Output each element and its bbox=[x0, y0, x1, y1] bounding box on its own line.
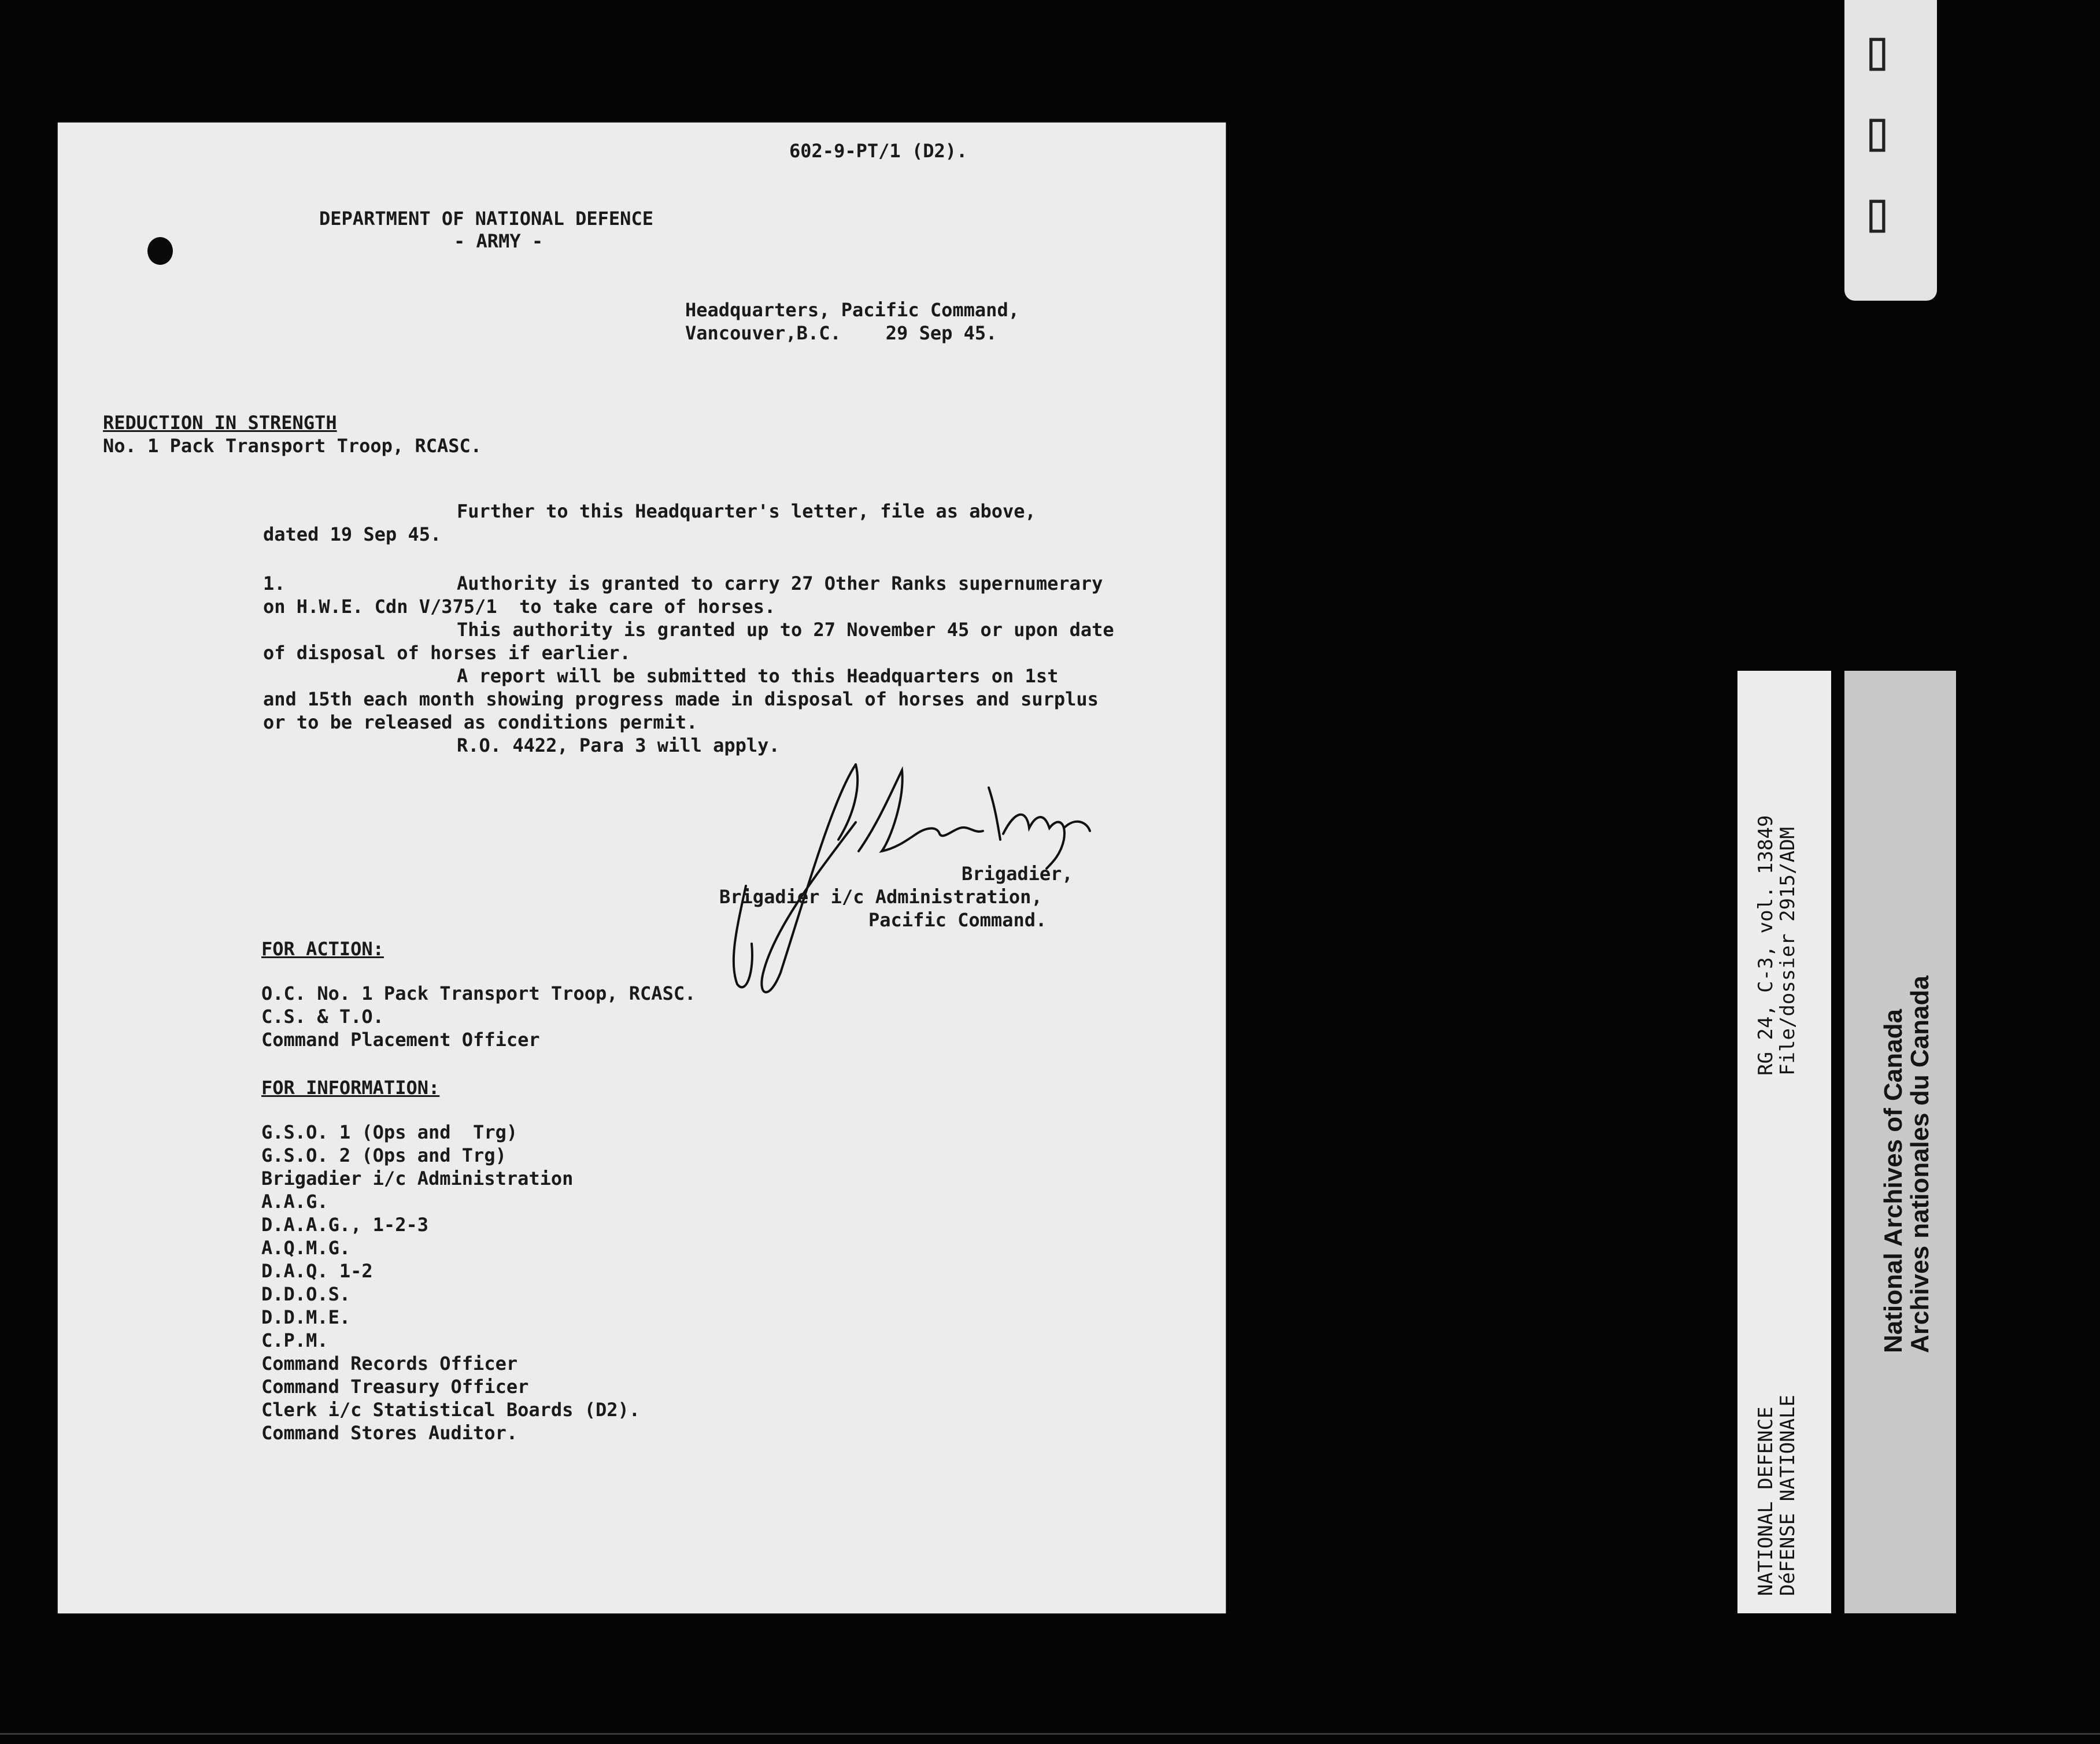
archive-ref-line2: File/dossier 2915/ADM bbox=[1776, 827, 1799, 1076]
film-frame-marker bbox=[1844, 0, 1937, 301]
info-recipient: A.Q.M.G. bbox=[261, 1237, 351, 1259]
document-page bbox=[58, 123, 1226, 1613]
frame-mark-icon: ▯ bbox=[1861, 98, 1894, 163]
hq-address-line1: Headquarters, Pacific Command, bbox=[685, 299, 1019, 321]
body-line: on H.W.E. Cdn V/375/1 to take care of horses. bbox=[263, 596, 776, 618]
signatory-title: Brigadier i/c Administration, bbox=[719, 886, 1042, 908]
paragraph-number: 1. bbox=[263, 572, 286, 594]
archives-name-en: National Archives of Canada bbox=[1879, 1009, 1907, 1353]
info-recipient: A.A.G. bbox=[261, 1191, 328, 1213]
info-recipient: D.A.A.G., 1-2-3 bbox=[261, 1214, 428, 1236]
info-recipient: Clerk i/c Statistical Boards (D2). bbox=[261, 1399, 641, 1421]
body-line: and 15th each month showing progress made in disposal of horses and surplus bbox=[263, 688, 1099, 710]
subject-heading: REDUCTION IN STRENGTH bbox=[103, 412, 337, 434]
body-line: This authority is granted up to 27 November 45 or upon date bbox=[457, 619, 1114, 641]
archive-reference-strip bbox=[1737, 671, 1831, 1613]
punch-hole bbox=[147, 237, 173, 265]
body-line: dated 19 Sep 45. bbox=[263, 523, 442, 545]
info-recipient: D.A.Q. 1-2 bbox=[261, 1260, 373, 1282]
hq-address-line2: Vancouver,B.C. 29 Sep 45. bbox=[685, 322, 997, 344]
archives-label bbox=[1880, 976, 1933, 1353]
action-recipient: O.C. No. 1 Pack Transport Troop, RCASC. bbox=[261, 982, 696, 1004]
info-recipient: Command Treasury Officer bbox=[261, 1376, 529, 1398]
signatory-command: Pacific Command. bbox=[868, 909, 1047, 931]
film-edge-line bbox=[0, 1733, 2100, 1735]
file-reference: 602-9-PT/1 (D2). bbox=[789, 140, 968, 162]
info-recipient: D.D.M.E. bbox=[261, 1306, 351, 1328]
info-recipient: D.D.O.S. bbox=[261, 1283, 351, 1305]
body-line: A report will be submitted to this Headquarters on 1st bbox=[457, 665, 1059, 687]
archive-ref-line1: RG 24, C-3, vol. 13849 bbox=[1754, 815, 1777, 1076]
department-fr: DéFENSE NATIONALE bbox=[1776, 1395, 1799, 1596]
signatory-rank: Brigadier, bbox=[962, 863, 1073, 885]
for-information-heading: FOR INFORMATION: bbox=[261, 1077, 440, 1099]
body-line: Further to this Headquarter's letter, file as above, bbox=[457, 500, 1036, 522]
department-en: NATIONAL DEFENCE bbox=[1754, 1406, 1777, 1596]
body-line: or to be released as conditions permit. bbox=[263, 711, 698, 733]
info-recipient: C.P.M. bbox=[261, 1329, 328, 1351]
info-recipient: Command Stores Auditor. bbox=[261, 1422, 518, 1444]
department-heading: DEPARTMENT OF NATIONAL DEFENCE bbox=[319, 208, 653, 230]
action-recipient: C.S. & T.O. bbox=[261, 1006, 384, 1028]
action-recipient: Command Placement Officer bbox=[261, 1029, 540, 1051]
archive-reference-text bbox=[1755, 815, 1799, 1076]
for-action-heading: FOR ACTION: bbox=[261, 938, 384, 960]
subject-unit: No. 1 Pack Transport Troop, RCASC. bbox=[103, 435, 482, 457]
archives-canada-strip bbox=[1844, 671, 1956, 1613]
body-line: of disposal of horses if earlier. bbox=[263, 642, 631, 664]
body-line: R.O. 4422, Para 3 will apply. bbox=[457, 734, 780, 756]
info-recipient: G.S.O. 1 (Ops and Trg) bbox=[261, 1121, 518, 1143]
department-stamp-text bbox=[1755, 1395, 1799, 1596]
info-recipient: Brigadier i/c Administration bbox=[261, 1167, 574, 1189]
archives-name-fr: Archives nationales du Canada bbox=[1906, 976, 1934, 1353]
army-heading: - ARMY - bbox=[454, 230, 544, 252]
info-recipient: G.S.O. 2 (Ops and Trg) bbox=[261, 1144, 506, 1166]
info-recipient: Command Records Officer bbox=[261, 1353, 518, 1374]
frame-mark-icon: ▯ bbox=[1861, 179, 1894, 244]
body-line: Authority is granted to carry 27 Other Ranks supernumerary bbox=[457, 572, 1103, 594]
frame-mark-icon: ▯ bbox=[1861, 17, 1894, 82]
